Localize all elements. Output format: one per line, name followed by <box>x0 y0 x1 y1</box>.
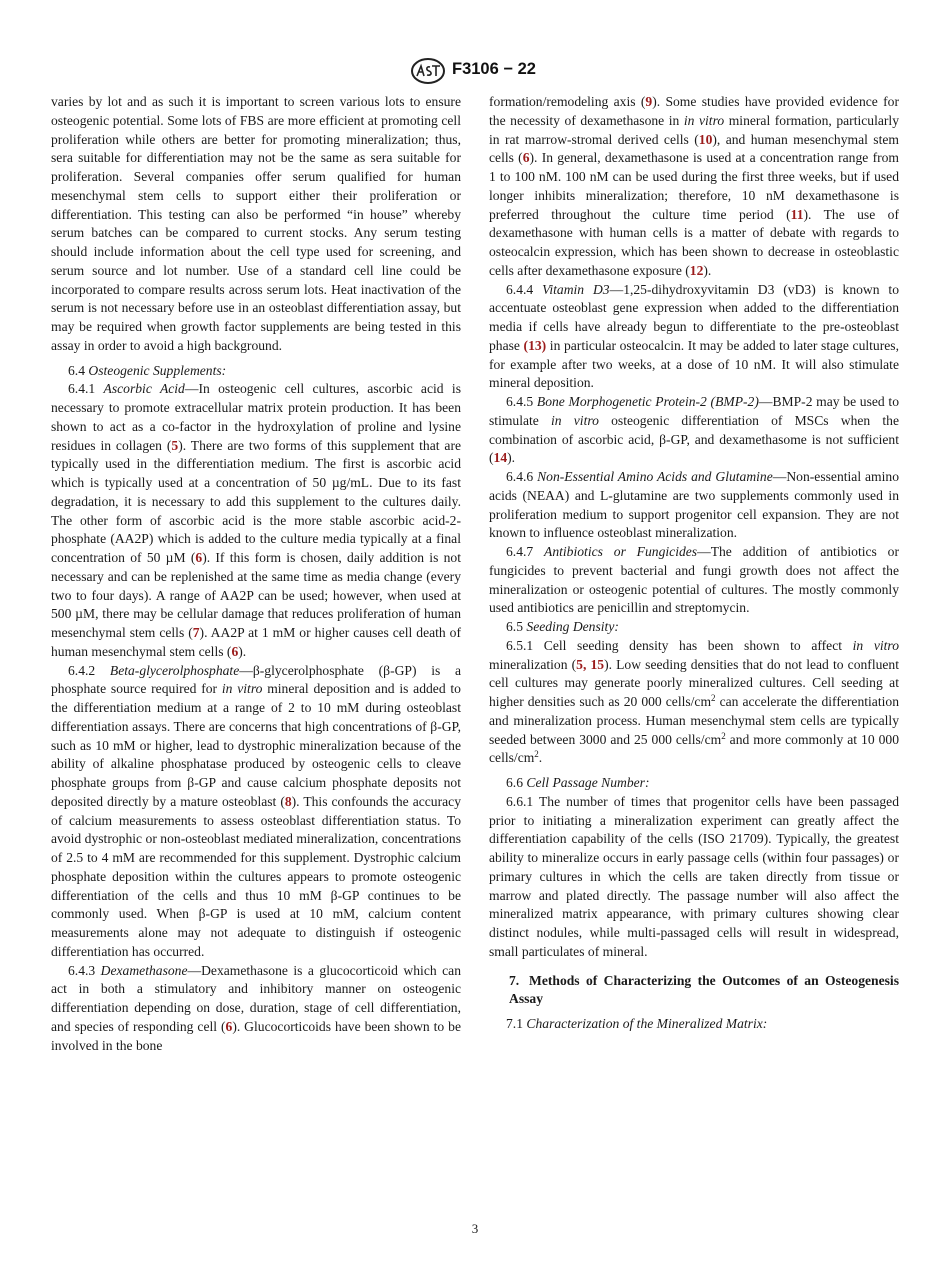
body-text: and more commonly at 10 000 cells/cm <box>489 731 899 766</box>
page-header <box>0 58 950 84</box>
body-text: ). <box>238 643 247 659</box>
italic-text: in vitro <box>852 637 899 653</box>
body-text: —BMP-2 may be used to stimulate <box>489 394 899 428</box>
body-text: ). Glucocorticoids have been shown to be involved in the bone <box>51 1018 461 1053</box>
section-6-4-4 <box>489 281 899 394</box>
italic-text: in vitro <box>551 412 599 428</box>
superscript: 2 <box>721 730 726 741</box>
reference-link[interactable]: 5 <box>171 437 179 453</box>
reference-link[interactable]: 6 <box>195 550 203 565</box>
superscript: 2 <box>534 749 539 760</box>
section-6-6-1 <box>489 793 899 962</box>
reference-link[interactable]: 10 <box>698 131 713 147</box>
reference-link[interactable]: 7 <box>192 625 200 640</box>
reference-link[interactable]: 6 <box>225 1018 233 1034</box>
section-7-1-heading <box>489 1015 899 1034</box>
reference-link[interactable]: 5, 15 <box>576 656 605 672</box>
section-6-4-6 <box>489 468 899 543</box>
section-6-5-1 <box>489 637 899 768</box>
body-text: —1,25-dihydroxyvitamin D3 (vD3) is known to accentuate osteoblast gene expression when added to the differentiation media if cells have already begun to differentiate to the pre-osteoblast phase <box>489 281 899 353</box>
reference-link[interactable]: (13) <box>523 337 547 353</box>
body-text: Cell seeding density has been shown to affect <box>533 637 853 653</box>
section-6-4-heading <box>51 362 461 381</box>
body-text: ). <box>507 450 516 466</box>
body-text: ). AA2P at 1 mM or higher causes cell death of human mesenchymal stem cells ( <box>51 625 462 659</box>
section-title: Ascorbic Acid <box>103 381 185 397</box>
body-text: osteogenic differentiation of MSCs when the combination of ascorbic acid, β-GP, and dexamethasome is not sufficient ( <box>489 412 899 466</box>
section-6-4-7 <box>489 543 899 618</box>
body-text: ). In general, dexamethasone is used at a concentration range from 1 to 100 nM. 100 nM can be used during the first three weeks, but if used longer inhibits mineralization; therefore, 10 nM dexamethasone is preferred throughout the culture time period ( <box>489 150 899 222</box>
section-number: 6.4.1 <box>68 381 96 397</box>
body-text: mineral formation, particularly in rat marrow-stromal derived cells ( <box>489 112 899 147</box>
section-7-heading <box>489 972 899 1010</box>
section-6-4-5 <box>489 393 899 468</box>
reference-link[interactable]: 11 <box>790 206 804 222</box>
section-number: 7.1 <box>506 1016 523 1031</box>
section-number: 6.4.7 <box>506 544 534 559</box>
section-number: 6.4.4 <box>506 281 534 297</box>
section-number: 6.4.5 <box>506 394 534 409</box>
left-column <box>51 93 461 1055</box>
section-number: 6.6.1 <box>506 793 534 809</box>
section-number: 6.5.1 <box>506 637 534 653</box>
body-text: mineral deposition and is added to the differentiation medium at a range of 2 to 10 mM during osteoblast differentiation assays. There are concerns that high concentrations of β-GP, such as 10 mM or higher, lead to dystrophic mineralization because of the ability of alkaline phosphatase produced by osteogenic cells to cleave phosphate groups from β-GP and cause calcium phosphate deposits not deposited directly by a mature osteoblast ( <box>51 681 461 809</box>
body-text: —β-glycerolphosphate (β-GP) is a phosphate source required for <box>51 662 461 697</box>
reference-link[interactable]: 6 <box>522 150 530 166</box>
section-number: 6.5 <box>506 619 523 634</box>
section-6-4-1 <box>51 380 461 661</box>
body-text: ), and human mesenchymal stem cells ( <box>489 131 899 166</box>
body-text: —In osteogenic cell cultures, ascorbic acid is necessary to promote extracellular matrix protein production. It has been shown to act as a co-factor in the hydroxylation of proline and lysine residues in collagen ( <box>51 381 461 453</box>
body-text: mineralization ( <box>489 656 577 672</box>
body-text: formation/remodeling axis ( <box>489 94 646 109</box>
body-text: —Dexamethasone is a glucocorticoid which can act in both a stimulatory and inhibitory manner on osteogenic differentiation depending on dose, duration, stage of cell differentiation, and species of responding cell ( <box>51 962 461 1034</box>
section-title: Osteogenic Supplements: <box>88 362 227 378</box>
section-title: Seeding Density: <box>526 619 619 634</box>
section-title: Vitamin D3 <box>542 281 610 297</box>
paragraph-serum-continued: varies by lot and as such it is important to screen various lots to ensure osteogenic potential. Some lots of FBS are more efficient at promoting cell proliferation while others are better for promoting mineralization; thus, sera suitable for differentiation may not be the same as sera suitable for proliferation. Several companies offer serum qualified for human mesenchymal stem cells to support either their proliferation or differentiation. This testing can also be performed “in house” whereby serum batches can be compared to current stocks. Any serum testing should include information about the cell type used for screening, and serum source and lot number. Use of a standard cell line could be incorporated to compare results across serum lots. Heat inactivation of the serum is not necessary before use in an osteoblast differentiation assay, but may be required when growth factor supplements are being tested in this assay in order to avoid a high background. <box>51 94 461 353</box>
body-text: —The addition of antibiotics or fungicides to prevent bacterial and fungi growth does not affect the mineralization or osteogenic potential of cultures. The mostly commonly used antibiotics are penicillin and streptomycin. <box>489 544 899 616</box>
italic-text: in vitro <box>683 112 725 128</box>
page-number: 3 <box>471 1221 479 1236</box>
section-title: Bone Morphogenetic Protein-2 (BMP-2) <box>536 394 759 409</box>
body-text: ). There are two forms of this supplement that are typically used in the differentiation medium. The first is ascorbic acid which is typically used at a concentration of 50 µg/mL. Due to its fast degradation, it is necessary to add this supplement to the cultures daily. The other form of ascorbic acid is the more stable ascorbic acid-2-phosphate (AA2P) which is added to the culture media typically at a final concentration of 50 µM ( <box>51 437 461 565</box>
body-text: ). If this form is chosen, daily addition is not necessary and can be replenished at the same time as media change (every two to four days). A range of AA2P can be used; however, when used at 500 µM, there may be cellular damage that reduces proliferation of human mesenchymal stem cells ( <box>51 550 462 640</box>
section-title: Cell Passage Number: <box>526 775 650 790</box>
body-text: in particular osteocalcin. It may be added to later stage cultures, for example after two weeks, at a dose of 10 nM. It will also stimulate mineral deposition. <box>489 337 899 391</box>
body-text: ). Some studies have provided evidence for the necessity of dexamethasone in <box>489 94 899 128</box>
right-column <box>489 93 899 1034</box>
astm-logo-icon <box>410 58 446 84</box>
reference-link[interactable]: 6 <box>231 643 239 659</box>
body-text: ). This confounds the accuracy of calcium measurements to assess osteoblast differentiation status. To avoid dystrophic or non-osteoblast mediated mineralization, concentrations of 2.5 to 4 mM are recommended for this supplement. Dystrophic calcium phosphate deposition within the cultures appears to promote osteogenic differentiation of the cells and thus 10 mM β-GP continues to be commonly used. When β-GP is used at 10 mM, calcium content measurements alone may not adequate to distinguish if osteogenic differentiation has occurred. <box>51 793 461 959</box>
section-number: 6.6 <box>506 775 523 790</box>
paragraph-dexamethasone-continued <box>489 93 899 281</box>
superscript: 2 <box>711 693 716 703</box>
section-6-4-3 <box>51 962 461 1056</box>
section-number: 6.4.6 <box>506 469 534 484</box>
section-number: 7. <box>509 972 520 988</box>
section-title: Characterization of the Mineralized Matrix: <box>526 1016 768 1031</box>
body-text: ). Low seeding densities that do not lead to confluent cell cultures may generate poorly mineralized cultures. Cell seeding at higher densities such as 20 000 cells/cm <box>489 656 899 709</box>
section-6-5-heading <box>489 618 899 637</box>
section-number: 6.4.3 <box>68 962 96 978</box>
section-title: Antibiotics or Fungicides <box>544 544 698 559</box>
section-6-4-2 <box>51 662 461 962</box>
body-text: can accelerate the differentiation and mineralization process. Human mesenchymal stem cells are typically seeded between 3000 and 25 000 cells/cm <box>489 694 899 747</box>
body-text: —Non-essential amino acids (NEAA) and L-glutamine are two supplements commonly used in proliferation medium to support progenitor cell expansion. They are not known to influence osteoblast mineralization. <box>489 469 899 541</box>
section-title: Methods of Characterizing the Outcomes of an Osteogenesis Assay <box>509 972 899 1007</box>
section-6-6-heading <box>489 774 899 793</box>
section-number: 6.4.2 <box>68 662 96 678</box>
section-title: Non-Essential Amino Acids and Glutamine <box>537 469 773 484</box>
body-text: ). The use of dexamethasone with human cells is a matter of debate with regards to osteocalcin expression, which has been shown to decrease in osteoblastic cells after dexamethasone exposure ( <box>489 206 899 278</box>
reference-link[interactable]: 8 <box>284 793 292 809</box>
reference-link[interactable]: 14 <box>493 450 508 466</box>
body-text: The number of times that progenitor cells have been passaged prior to initiating a mineralization experiment can greatly affect the differentiation capability of the cells (ISO 21709). Typically, the greatest ability to mineralize occurs in early passage cells (within four passages) or primary cultures in which the cells are taken directly from tissue or marrow and plated directly. The passage number will also affect the mineralized matrix appearance, with primary cultures showing clear distinct nodules, while multi-passaged cells will result in widespread, small particulates of mineral. <box>489 793 899 959</box>
body-text: ). <box>703 262 712 278</box>
document-designation: F3106 − 22 <box>452 60 536 78</box>
reference-link[interactable]: 9 <box>645 94 653 109</box>
reference-link[interactable]: 12 <box>689 262 704 278</box>
italic-text: in vitro <box>221 681 263 697</box>
section-title: Dexamethasone <box>100 962 188 978</box>
section-number: 6.4 <box>68 362 85 378</box>
section-title: Beta-glycerolphosphate <box>109 662 240 678</box>
body-text: . <box>538 750 543 766</box>
